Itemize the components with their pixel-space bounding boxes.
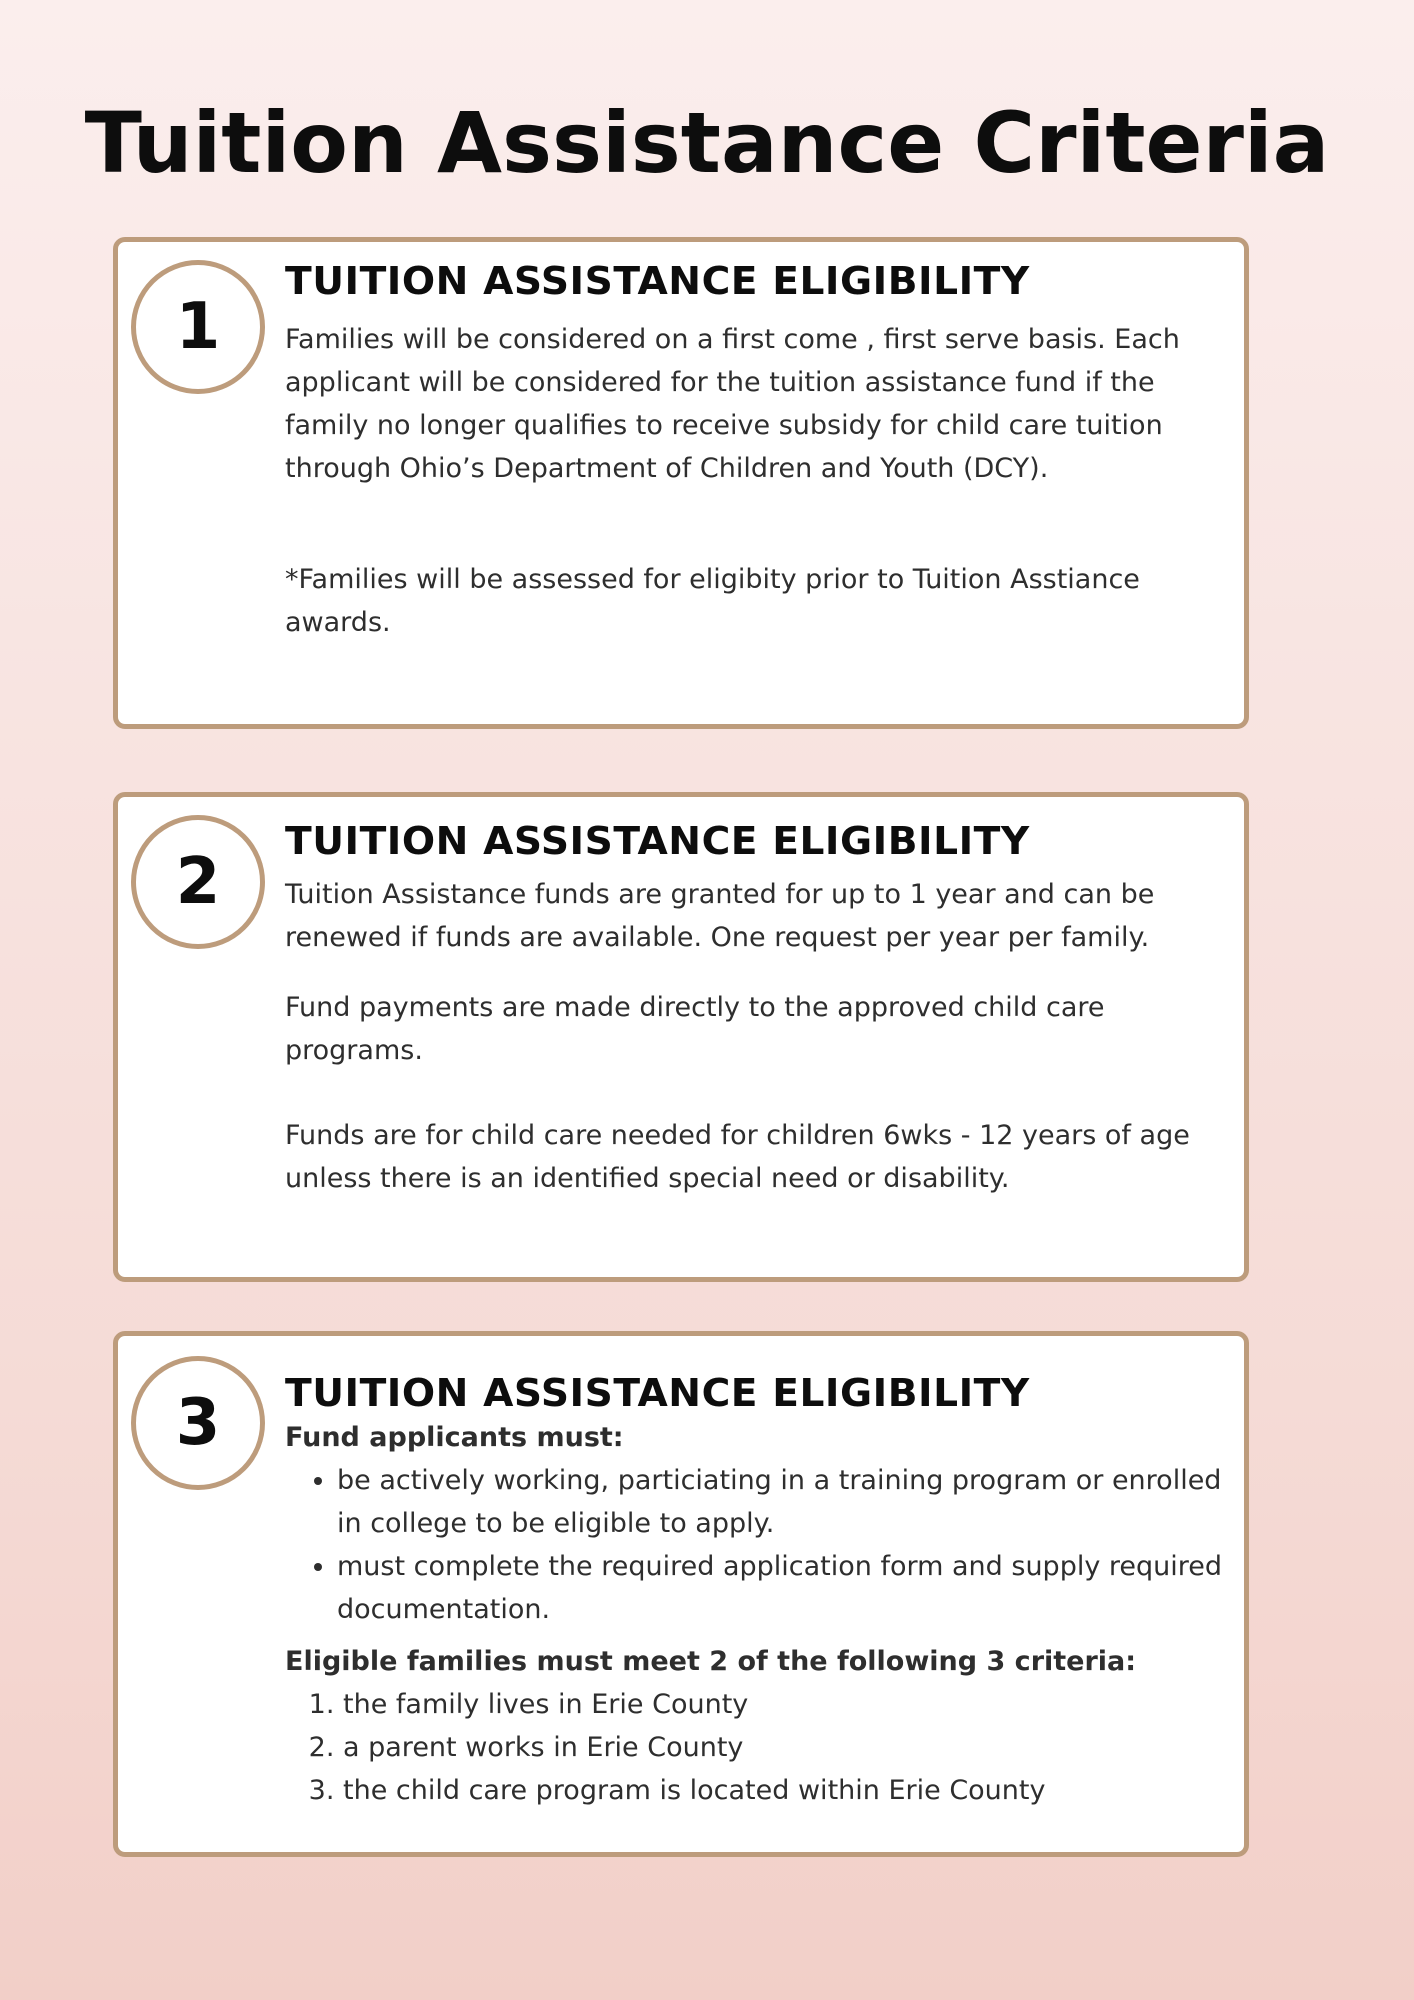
- card-paragraph: Families will be considered on a first come , first serve basis. Each applicant will be considered for the tuition assistance fund if the family no longer qualifies to receive subsidy for child care tuition through Ohio’s Department of Children and Youth (DCY).: [285, 324, 1180, 484]
- applicants-label: Fund applicants must:: [285, 1422, 624, 1453]
- list-item: 3. the child care program is located within Erie County: [343, 1769, 1244, 1812]
- card-content: [285, 258, 1234, 644]
- criteria-list: [285, 1683, 1244, 1812]
- criteria-card-1: [113, 237, 1249, 729]
- list-item: 2. a parent works in Erie County: [343, 1726, 1244, 1769]
- card-heading: TUITION ASSISTANCE ELIGIBILITY: [285, 259, 1030, 303]
- card-paragraph: Fund payments are made directly to the approved child care programs.: [285, 992, 1105, 1066]
- page-title: Tuition Assistance Criteria: [84, 94, 1330, 192]
- criteria-label: Eligible families must meet 2 of the following 3 criteria:: [285, 1646, 1137, 1677]
- step-number-badge: 3: [131, 1356, 265, 1490]
- card-paragraph: Tuition Assistance funds are granted for up to 1 year and can be renewed if funds are available. One request per year per family.: [285, 879, 1155, 953]
- card-heading: TUITION ASSISTANCE ELIGIBILITY: [285, 1371, 1030, 1415]
- list-item: • must complete the required application form and supply required documentation.: [337, 1545, 1244, 1631]
- card-content: [285, 1370, 1244, 1812]
- card-note: *Families will be assessed for eligibity prior to Tuition Asstiance awards.: [285, 564, 1140, 638]
- list-item: • be actively working, particiating in a training program or enrolled in college to be eligible to apply.: [337, 1459, 1244, 1545]
- step-number-badge: 2: [131, 815, 265, 949]
- card-heading: TUITION ASSISTANCE ELIGIBILITY: [285, 819, 1030, 863]
- list-item: 1. the family lives in Erie County: [343, 1683, 1244, 1726]
- criteria-card-2: [113, 792, 1249, 1282]
- card-paragraph: Funds are for child care needed for children 6wks - 12 years of age unless there is an identified special need or disability.: [285, 1120, 1190, 1194]
- criteria-card-3: [113, 1331, 1249, 1857]
- applicant-requirements-list: [285, 1459, 1244, 1631]
- card-content: [285, 818, 1234, 1200]
- step-number-badge: 1: [131, 260, 265, 394]
